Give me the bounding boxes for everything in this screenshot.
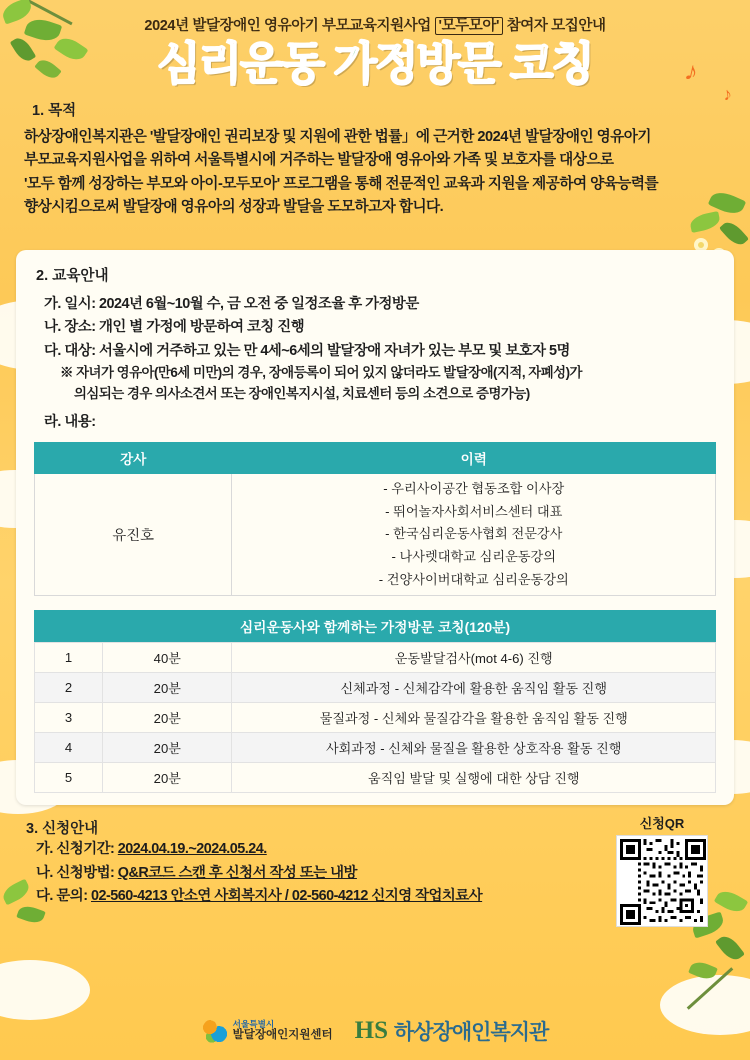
program-desc: 사회과정 - 신체와 물질을 활용한 상호작용 활동 진행 xyxy=(232,733,716,763)
logo-seoul-center xyxy=(202,1018,333,1044)
qr-code-image[interactable] xyxy=(616,835,708,927)
instructor-career-cell xyxy=(232,473,716,596)
apply-period-value: 2024.04.19.~2024.05.24. xyxy=(117,841,267,858)
career-item: - 우리사이공간 협동조합 이사장 xyxy=(383,480,565,496)
education-note xyxy=(60,363,716,405)
table-header-row xyxy=(35,442,716,473)
page-title-part-2: 가정방문 xyxy=(333,38,500,89)
education-content-label: 라. 내용: xyxy=(44,413,96,430)
program-desc: 움직임 발달 및 실행에 대한 상담 진행 xyxy=(232,763,716,793)
apply-item-prefix: 나. 신청방법: xyxy=(36,864,118,881)
music-note-icon: ♪ xyxy=(721,83,734,105)
apply-item-prefix: 다. 문의: xyxy=(36,888,91,905)
program-table xyxy=(34,610,716,793)
program-duration: 20분 xyxy=(103,703,232,733)
section-apply xyxy=(26,817,732,908)
logo-hasang xyxy=(355,1016,549,1046)
purpose-line: 하상장애인복지관은 '발달장애인 권리보장 및 지원에 관한 법률」에 근거한 2024년 발달장애인 영유아기 xyxy=(24,128,651,145)
apply-method-value: Q&R코드 스캔 후 신청서 작성 또는 내방 xyxy=(117,864,357,881)
instructor-table xyxy=(34,442,716,597)
header-subtitle xyxy=(0,14,750,35)
program-duration: 20분 xyxy=(103,673,232,703)
header-subtitle-post: 참여자 모집안내 xyxy=(503,18,606,34)
program-no: 3 xyxy=(35,703,103,733)
program-desc: 운동발달검사(mot 4-6) 진행 xyxy=(232,643,716,673)
program-no: 4 xyxy=(35,733,103,763)
logo-hasang-text: 하상장애인복지관 xyxy=(394,1021,549,1044)
program-table-caption: 심리운동사와 함께하는 가정방문 코칭(120분) xyxy=(34,610,716,642)
instructor-table-header-name: 강사 xyxy=(35,442,232,473)
swirl-logo-icon xyxy=(202,1018,228,1044)
career-item: - 뛰어놀자사회서비스센터 대표 xyxy=(385,503,563,519)
qr-label: 신청QR xyxy=(639,816,685,832)
page-title xyxy=(0,39,750,89)
poster-header xyxy=(0,0,750,105)
instructor-name: 유진호 xyxy=(35,473,232,596)
table-row xyxy=(35,703,716,733)
page-title-part-1: 심리운동 xyxy=(157,38,323,89)
header-subtitle-boxed: '모두모아' xyxy=(435,17,504,35)
program-no: 1 xyxy=(35,643,103,673)
apply-contact-value: 02-560-4213 안소연 사회복지사 / 02-560-4212 신지영 작업치료사 xyxy=(91,888,483,905)
apply-item-prefix: 가. 신청기간: xyxy=(36,841,118,858)
section-purpose-label: 1. 목적 xyxy=(32,102,77,119)
logo-seoul-center-text xyxy=(233,1019,333,1043)
page-title-part-3: 코칭 xyxy=(509,38,593,89)
section-purpose-body xyxy=(24,126,726,221)
program-duration: 20분 xyxy=(103,763,232,793)
purpose-line: 향상시킴으로써 발달장애 영유아의 성장과 발달을 도모하고자 합니다. xyxy=(24,199,444,216)
header-subtitle-pre: 2024년 발달장애인 영유아기 부모교육지원사업 xyxy=(144,18,435,34)
education-note-line-1: ※ 자녀가 영유아(만6세 미만)의 경우, 장애등록이 되어 있지 않더라도 발달장애(지적, 자폐성)가 xyxy=(60,365,582,381)
table-row xyxy=(35,473,716,596)
instructor-career-list xyxy=(240,478,707,592)
purpose-line: 부모교육지원사업을 위하여 서울특별시에 거주하는 발달장애 영유아와 가족 및 보호자를 대상으로 xyxy=(24,152,614,169)
program-desc: 신체과정 - 신체감각에 활용한 움직임 활동 진행 xyxy=(232,673,716,703)
music-note-icon: ♪ xyxy=(682,54,702,88)
qr-code-svg xyxy=(620,839,706,925)
table-row xyxy=(35,763,716,793)
logo-seoul-center-main: 발달장애인지원센터 xyxy=(232,1029,333,1042)
section-education-label: 2. 교육안내 xyxy=(36,268,109,285)
section-education-card xyxy=(16,250,734,805)
program-no: 2 xyxy=(35,673,103,703)
program-duration: 20분 xyxy=(103,733,232,763)
section-apply-label: 3. 신청안내 xyxy=(26,821,99,838)
career-item: - 나사렛대학교 심리운동강의 xyxy=(391,549,557,565)
program-desc: 물질과정 - 신체와 물질감각을 활용한 움직임 활동 진행 xyxy=(232,703,716,733)
logo-seoul-center-small: 서울특별시 xyxy=(232,1018,275,1029)
purpose-line: '모두 함께 성장하는 부모와 아이-모두모아' 프로그램을 통해 전문적인 교육과 지원을 제공하여 양육능력를 xyxy=(24,175,659,192)
education-item: 나. 장소: 개인 별 가정에 방문하여 코칭 진행 xyxy=(44,319,305,336)
education-note-line-2: 의심되는 경우 의사소견서 또는 장애인복지시설, 치료센터 등의 소견으로 증명가능) xyxy=(74,385,530,401)
footer-logos xyxy=(0,1016,750,1046)
program-no: 5 xyxy=(35,763,103,793)
section-purpose xyxy=(18,99,732,221)
table-row xyxy=(35,673,716,703)
qr-block[interactable] xyxy=(610,813,714,927)
career-item: - 건양사이버대학교 심리운동강의 xyxy=(378,571,569,587)
education-item: 가. 일시: 2024년 6월~10월 수, 금 오전 중 일정조율 후 가정방문 xyxy=(44,296,419,313)
table-row xyxy=(35,643,716,673)
instructor-table-header-career: 이력 xyxy=(232,442,716,473)
hs-monogram-icon: HS xyxy=(354,1017,389,1044)
program-duration: 40분 xyxy=(103,643,232,673)
table-row xyxy=(35,733,716,763)
career-item: - 한국심리운동사협회 전문강사 xyxy=(385,526,563,542)
education-item: 다. 대상: 서울시에 거주하고 있는 만 4세~6세의 발달장애 자녀가 있는 부모 및 보호자 5명 xyxy=(44,342,570,359)
